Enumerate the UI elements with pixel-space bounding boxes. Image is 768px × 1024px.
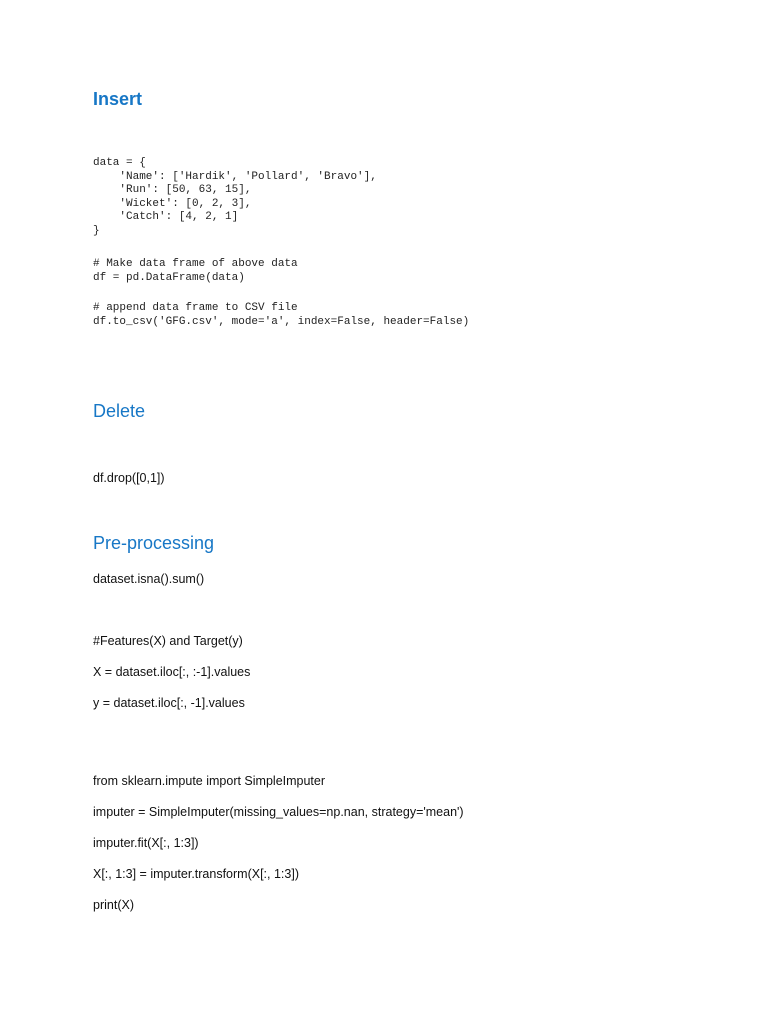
insert-code-data-dict: data = { 'Name': ['Hardik', 'Pollard', 'Bravo'], 'Run': [50, 63, 15], 'Wicket': [0, 2, 3], 'Catch': [4, 2, 1] } <box>93 157 377 237</box>
preprocessing-line-features-comment: #Features(X) and Target(y) <box>93 634 243 648</box>
insert-code-dataframe: # Make data frame of above data df = pd.DataFrame(data) <box>93 258 298 284</box>
preprocessing-line-imputer: imputer = SimpleImputer(missing_values=np.nan, strategy='mean') <box>93 805 464 819</box>
insert-heading: Insert <box>93 89 143 109</box>
preprocessing-line-transform: X[:, 1:3] = imputer.transform(X[:, 1:3]) <box>93 867 299 881</box>
delete-code-line: df.drop([0,1]) <box>93 471 165 485</box>
preprocessing-line-fit: imputer.fit(X[:, 1:3]) <box>93 836 199 850</box>
preprocessing-heading: Pre-processing <box>93 533 215 553</box>
preprocessing-line-y-values: y = dataset.iloc[:, -1].values <box>93 696 245 710</box>
preprocessing-line-x-values: X = dataset.iloc[:, :-1].values <box>93 665 251 679</box>
delete-heading: Delete <box>93 401 146 421</box>
preprocessing-line-print: print(X) <box>93 898 134 912</box>
preprocessing-line-isna: dataset.isna().sum() <box>93 572 205 586</box>
preprocessing-line-import: from sklearn.impute import SimpleImputer <box>93 774 326 788</box>
insert-code-to-csv: # append data frame to CSV file df.to_csv('GFG.csv', mode='a', index=False, header=False) <box>93 302 470 328</box>
